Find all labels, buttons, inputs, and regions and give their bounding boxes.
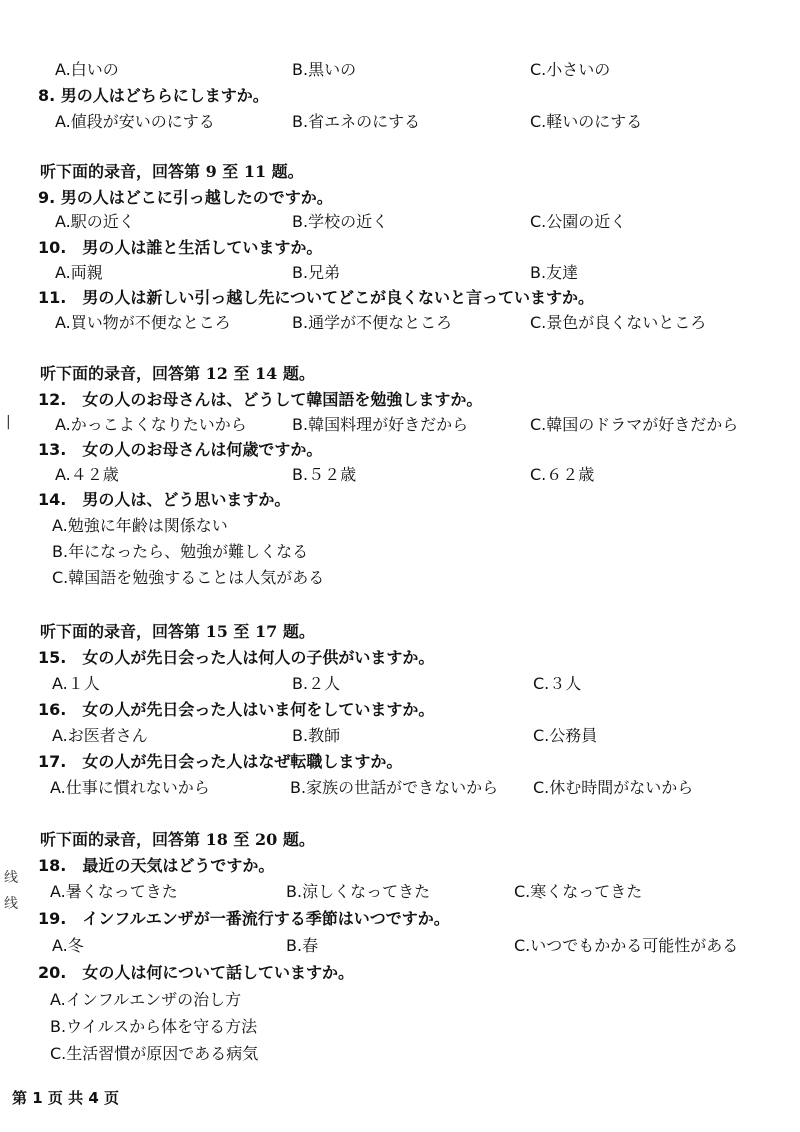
q17-option-a: A.仕事に慣れないから [50,778,210,797]
q18-option-b: B.涼しくなってきた [286,882,431,901]
q14-question: 14. 男の人は、どう思いますか。 [38,490,291,509]
q17-option-c: C.休む時間がないから [533,778,694,797]
q10-option-c: B.友達 [530,263,579,282]
q11-option-c: C.景色が良くないところ [530,313,707,332]
q10-option-a: A.両親 [55,263,103,282]
q11-option-b: B.通学が不便なところ [292,313,453,332]
q14-option-a: A.勉強に年齢は関係ない [52,516,228,535]
q11-option-a: A.買い物が不便なところ [55,313,231,332]
q13-question: 13. 女の人のお母さんは何歳ですか。 [38,440,323,459]
section-heading-12-14: 听下面的录音，回答第 12 至 14 题。 [40,364,315,383]
q13-option-c: C.６２歳 [530,465,595,484]
q14-option-b: B.年になったら、勉強が難しくなる [52,542,309,561]
q16-option-a: A.お医者さん [52,726,148,745]
q9-option-c: C.公園の近く [530,212,627,231]
q10-question: 10. 男の人は誰と生活していますか。 [38,238,323,257]
q16-option-b: B.教師 [292,726,341,745]
q9-question: 9. 男の人はどこに引っ越したのですか。 [38,188,333,207]
q8-option-c: C.軽いのにする [530,112,643,131]
q10-option-b: B.兄弟 [292,263,341,282]
q8-question: 8. 男の人はどちらにしますか。 [38,86,269,105]
margin-mark: | [6,414,11,430]
q16-option-c: C.公務員 [533,726,598,745]
section-heading-9-11: 听下面的录音，回答第 9 至 11 题。 [40,162,304,181]
q14-option-c: C.韓国語を勉強することは人気がある [52,568,325,587]
q18-option-c: C.寒くなってきた [514,882,643,901]
q15-question: 15. 女の人が先日会った人は何人の子供がいますか。 [38,648,435,667]
q9-option-a: A.駅の近く [55,212,135,231]
q20-option-a: A.インフルエンザの治し方 [50,990,242,1009]
q17-option-b: B.家族の世話ができないから [290,778,499,797]
q9-option-b: B.学校の近く [292,212,389,231]
section-heading-18-20: 听下面的录音，回答第 18 至 20 题。 [40,830,315,849]
q13-option-a: A.４２歳 [55,465,119,484]
q7-option-c: C.小さいの [530,60,611,79]
q20-option-c: C.生活習慣が原因である病気 [50,1044,259,1063]
q7-option-a: A.白いの [55,60,119,79]
margin-mark: 线 [4,896,18,912]
q16-question: 16. 女の人が先日会った人はいま何をしていますか。 [38,700,435,719]
q20-option-b: B.ウイルスから体を守る方法 [50,1017,258,1036]
q17-question: 17. 女の人が先日会った人はなぜ転職しますか。 [38,752,403,771]
q8-option-a: A.値段が安いのにする [55,112,215,131]
q15-option-b: B.２人 [292,674,341,693]
page-number-footer: 第 1 页 共 4 页 [12,1089,119,1107]
q18-question: 18. 最近の天気はどうですか。 [38,856,275,875]
q12-option-a: A.かっこよくなりたいから [55,415,247,434]
q11-question: 11. 男の人は新しい引っ越し先についてどこが良くないと言っていますか。 [38,288,595,307]
q18-option-a: A.暑くなってきた [50,882,178,901]
section-heading-15-17: 听下面的录音，回答第 15 至 17 题。 [40,622,315,641]
margin-mark: 线 [4,870,18,886]
q19-option-b: B.春 [286,936,319,955]
q12-question: 12. 女の人のお母さんは、どうして韓国語を勉強しますか。 [38,390,483,409]
q12-option-b: B.韓国料理が好きだから [292,415,469,434]
q12-option-c: C.韓国のドラマが好きだから [530,415,739,434]
q19-option-c: C.いつでもかかる可能性がある [514,936,739,955]
q13-option-b: B.５２歳 [292,465,357,484]
q19-option-a: A.冬 [52,936,84,955]
q15-option-a: A.１人 [52,674,100,693]
q19-question: 19. インフルエンザが一番流行する季節はいつですか。 [38,909,450,928]
q7-option-b: B.黒いの [292,60,357,79]
q20-question: 20. 女の人は何について話していますか。 [38,963,355,982]
q8-option-b: B.省エネのにする [292,112,421,131]
q15-option-c: C.３人 [533,674,582,693]
